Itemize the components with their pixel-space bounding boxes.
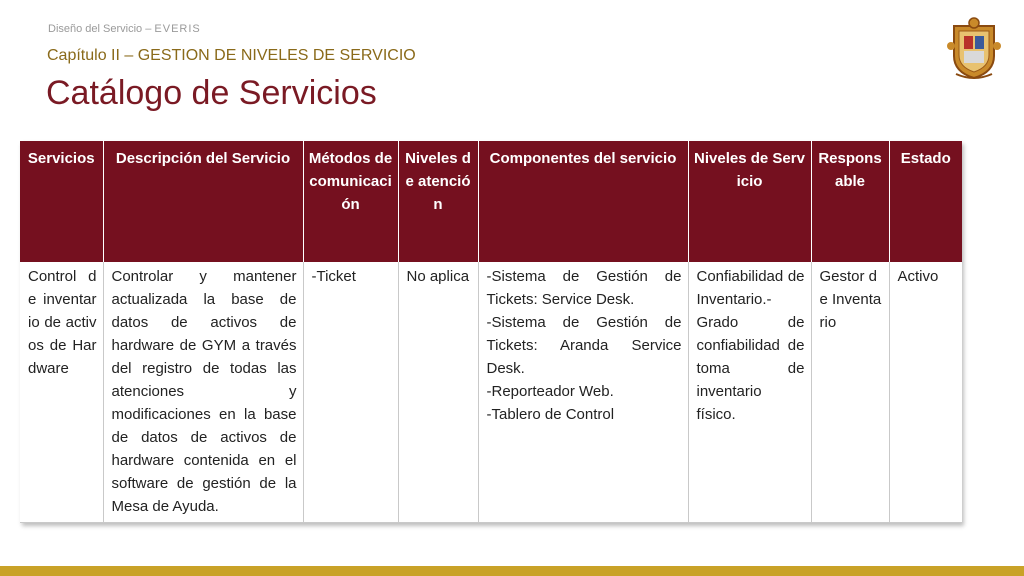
cell-componentes <box>478 262 688 523</box>
cell-niveles-atencion: No aplica <box>398 262 478 523</box>
componente-item: -Tablero de Control <box>486 406 615 423</box>
top-caption <box>48 23 201 35</box>
header-niveles-atencion: Niveles de atención <box>398 141 478 262</box>
componente-item: -Sistema de Gestión de Tickets: Aranda Service Desk. <box>486 314 682 377</box>
chapter-heading: Capítulo II – GESTION DE NIVELES DE SERVICIO <box>47 47 416 64</box>
caption-text: Diseño del Servicio – <box>48 23 152 35</box>
header-niveles-servicio: Niveles de Servicio <box>688 141 811 262</box>
header-descripcion: Descripción del Servicio <box>103 141 303 262</box>
header-servicios: Servicios <box>20 141 103 262</box>
cell-niveles-servicio: Confiabilidad de Inventario.- Grado de confiabilidad de toma de inventario físico. <box>688 262 811 523</box>
table-header-row <box>20 141 962 262</box>
cell-responsable: Gestor de Inventario <box>811 262 889 523</box>
caption-brand: EVERIS <box>154 23 201 35</box>
university-seal-icon <box>946 16 1002 80</box>
header-estado: Estado <box>889 141 962 262</box>
header-componentes: Componentes del servicio <box>478 141 688 262</box>
page-title: Catálogo de Servicios <box>46 74 377 112</box>
cell-estado: Activo <box>889 262 962 523</box>
service-catalog-table <box>20 141 962 523</box>
header-responsable: Responsable <box>811 141 889 262</box>
cell-descripcion: Controlar y mantener actualizada la base de datos de activos de hardware de GYM a través del registro de todas las atenciones y modificaciones en la base de datos de activos de hardware contenida en el software de gestión de la Mesa de Ayuda. <box>103 262 303 523</box>
cell-metodos: -Ticket <box>303 262 398 523</box>
componente-item: -Sistema de Gestión de Tickets: Service Desk. <box>486 268 682 308</box>
cell-servicio: Control de inventario de activos de Hardware <box>20 262 103 523</box>
bottom-accent-bar <box>0 566 1024 576</box>
componente-item: -Reporteador Web. <box>486 383 614 400</box>
table-row <box>20 262 962 523</box>
header-metodos: Métodos de comunicación <box>303 141 398 262</box>
